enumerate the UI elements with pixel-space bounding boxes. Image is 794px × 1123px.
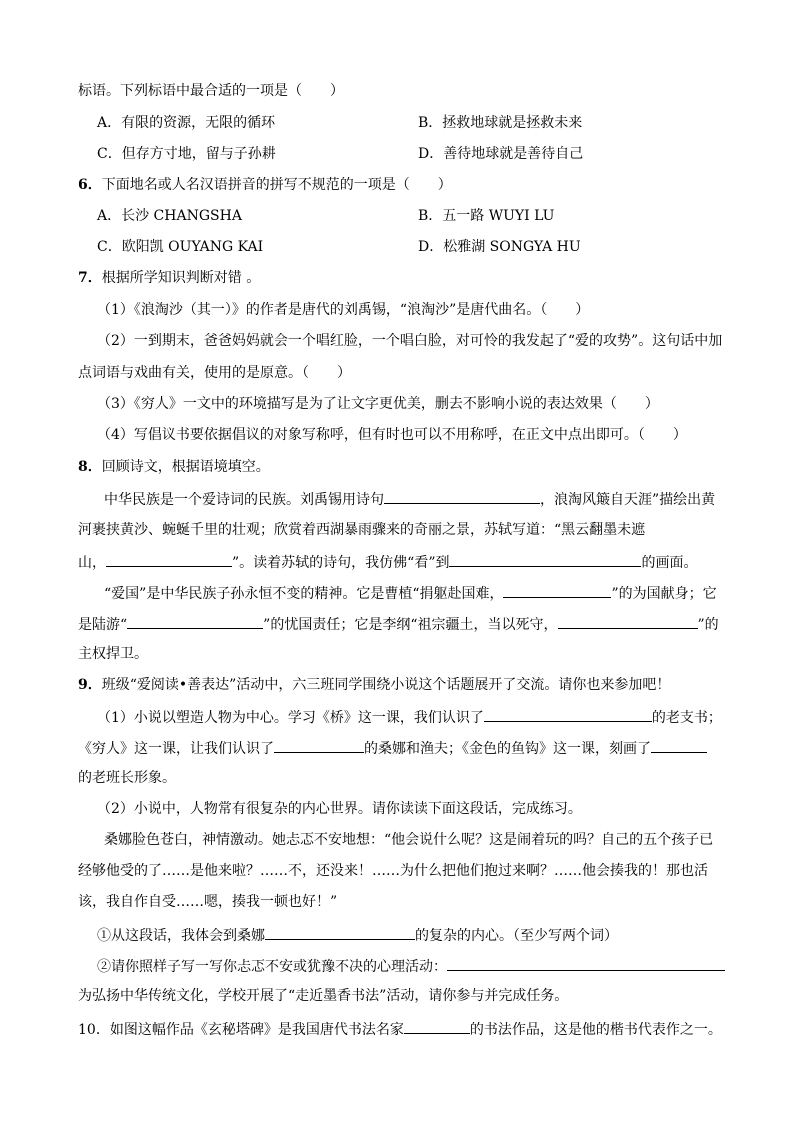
q7-text: 根据所学知识判断对错 。 <box>101 270 261 286</box>
q8-text-segment: “爱国”是中华民族子孙永恒不变的精神。它是曹植“捐躯赴国难， <box>104 586 504 602</box>
q8-text-segment: ”的 <box>697 617 719 633</box>
answer-blank[interactable] <box>127 614 263 629</box>
q9-text-segment: 《穷人》这一课，让我们认识了 <box>78 741 274 757</box>
q8-number: 8． <box>78 459 102 475</box>
q9-task-2 <box>97 956 725 976</box>
q7-item-2-line-1: （2）一到期末，爸爸妈妈就会一个唱红脸，一个唱白脸，对可怜的我发起了“爱的攻势”。这句话中加 <box>97 333 723 349</box>
q5-option-a: A．有限的资源，无限的循环 <box>97 115 276 131</box>
q7-item-3: （3）《穷人》一文中的环境描写是为了让文字更优美，删去不影响小说的表达效果（ ） <box>97 396 659 412</box>
q6-option-a: A．长沙 CHANGSHA <box>97 208 242 224</box>
q5-option-b: B．拯救地球就是拯救未来 <box>418 115 583 131</box>
q9-task-1 <box>97 925 618 945</box>
q8-text: 回顾诗文，根据语境填空。 <box>101 459 270 475</box>
q9-passage-line-2: 经够他受的了……是他来啦？……不，还没来！……为什么把他们抱过来啊？……他会揍我的！那也活 <box>78 863 708 879</box>
q6-stem <box>78 176 452 194</box>
answer-blank[interactable] <box>384 489 540 504</box>
q8-text-segment: 中华民族是一个爱诗词的民族。刘禹锡用诗句 <box>104 492 384 508</box>
q6-option-d: D．松雅湖 SONGYA HU <box>418 239 581 255</box>
q8-text-segment: ，浪淘风簸自天涯”描绘出黄 <box>540 492 716 508</box>
q9-passage-line-3: 该，我自作自受……嗯，揍我一顿也好！” <box>78 894 338 910</box>
q8-para-2-line-3: 主权捍卫。 <box>78 646 148 662</box>
q10-stem <box>78 1019 722 1039</box>
q9-passage-line-1: 桑娜脸色苍白，神情激动。她忐忑不安地想：“他会说什么呢？这是闹着玩的吗？自己的五个孩子已 <box>104 832 714 848</box>
answer-blank[interactable] <box>274 738 364 753</box>
q8-text-segment: 的画面。 <box>641 555 698 571</box>
answer-blank[interactable] <box>265 925 415 940</box>
q5-option-d: D．善待地球就是善待自己 <box>418 146 584 162</box>
q8-text-segment: 山， <box>78 555 106 571</box>
q8-text-segment: ”的为国献身；它 <box>611 586 717 602</box>
q8-para-1-line-2: 河裹挟黄沙、蜿蜒千里的壮观；欣赏着西湖暴雨骤来的奇丽之景，苏轼写道：“黑云翻墨未遮 <box>78 522 646 538</box>
q6-option-b: B．五一路 WUYI LU <box>418 208 555 224</box>
q8-para-2-line-2 <box>78 614 719 634</box>
calligraphy-intro: 为弘扬中华传统文化，学校开展了“走近墨香书法”活动，请你参与并完成任务。 <box>78 988 569 1004</box>
answer-blank[interactable] <box>449 552 641 567</box>
q8-text-segment: ”的忧国责任；它是李纲“祖宗疆土，当以死守， <box>263 617 558 633</box>
q7-item-2-line-2: 点词语与戏曲有关，使用的是原意。（ ） <box>78 365 351 381</box>
answer-blank[interactable] <box>106 552 232 567</box>
answer-blank[interactable] <box>447 956 725 971</box>
q9-text-segment: ①从这段话，我体会到桑娜 <box>97 928 265 944</box>
q10-text-segment: 的书法作品，这是他的楷书代表作之一。 <box>469 1022 722 1038</box>
q9-text-segment: 的老支书； <box>651 710 722 726</box>
q5-stem: 标语。下列标语中最合适的一项是（ ） <box>78 83 344 99</box>
q9-number: 9． <box>78 677 102 693</box>
q9-text-segment: 的桑娜和渔夫；《金色的鱼钩》这一课，刻画了 <box>364 741 651 757</box>
q7-item-1: （1）《浪淘沙（其一）》的作者是唐代的刘禹锡，“浪淘沙”是唐代曲名。（ ） <box>97 302 590 318</box>
q9-sub1-line-3: 的老班长形象。 <box>78 770 176 786</box>
q8-para-2-line-1 <box>104 583 717 603</box>
q5-option-c: C．但存方寸地，留与子孙耕 <box>97 146 276 162</box>
q9-sub1-line-1 <box>97 707 722 727</box>
answer-blank[interactable] <box>484 707 652 722</box>
answer-blank[interactable] <box>558 614 698 629</box>
q9-sub2: （2）小说中，人物常有很复杂的内心世界。请你读读下面这段话，完成练习。 <box>97 801 582 817</box>
q7-number: 7． <box>78 270 102 286</box>
q6-option-c: C．欧阳凯 OUYANG KAI <box>97 239 264 255</box>
q7-item-4: （4）写倡议书要依据倡议的对象写称呼，但有时也可以不用称呼，在正文中点出即可。（ ） <box>97 427 687 443</box>
q9-text: 班级“爱阅读•善表达”活动中，六三班同学围绕小说这个话题展开了交流。请你也来参加吧！ <box>101 677 671 693</box>
q8-text-segment: ”。读着苏轼的诗句，我仿佛“看”到 <box>232 555 450 571</box>
q8-stem <box>78 458 270 476</box>
q6-number: 6． <box>78 177 102 193</box>
q8-para-1-line-1 <box>104 489 715 509</box>
q9-sub1-line-2 <box>78 738 707 758</box>
q7-stem <box>78 269 260 287</box>
answer-blank[interactable] <box>404 1019 470 1034</box>
q10-text-segment: 10．如图这幅作品《玄秘塔碑》是我国唐代书法名家 <box>78 1022 404 1038</box>
q8-para-1-line-3 <box>78 552 697 572</box>
q8-text-segment: 是陆游“ <box>78 617 128 633</box>
q6-text: 下面地名或人名汉语拼音的拼写不规范的一项是（ ） <box>101 177 452 193</box>
answer-blank[interactable] <box>651 738 707 753</box>
answer-blank[interactable] <box>503 583 611 598</box>
q9-stem <box>78 676 670 694</box>
q9-text-segment: 的复杂的内心。（至少写两个词） <box>415 928 618 944</box>
q9-text-segment: ②请你照样子写一写你忐忑不安或犹豫不决的心理活动： <box>97 959 447 975</box>
q9-text-segment: （1）小说以塑造人物为中心。学习《桥》这一课，我们认识了 <box>97 710 484 726</box>
